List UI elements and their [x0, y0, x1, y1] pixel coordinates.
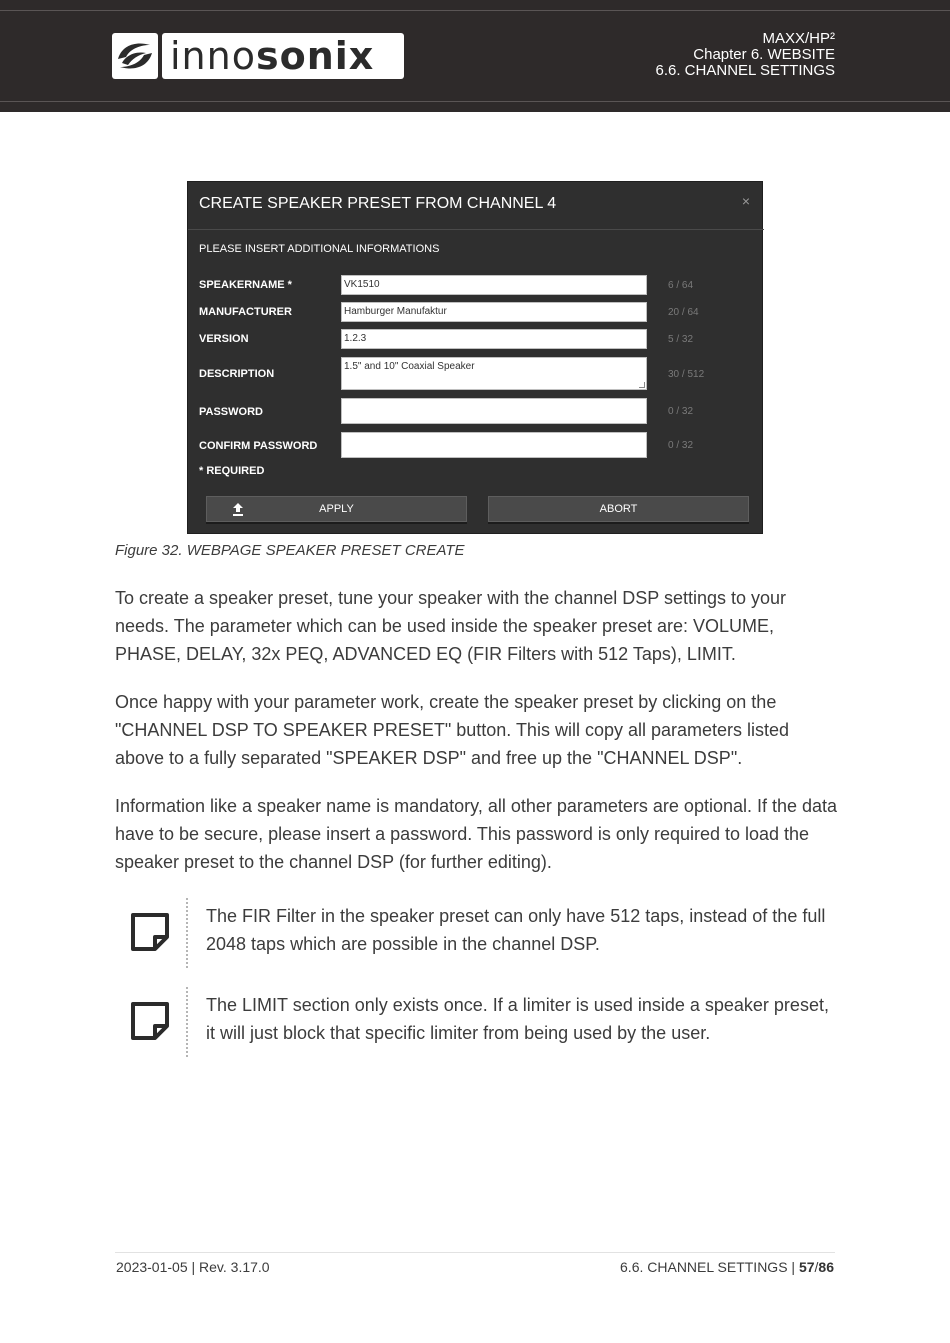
manufacturer-label: MANUFACTURER	[199, 306, 292, 318]
upload-icon	[231, 502, 245, 516]
note-icon	[128, 999, 172, 1043]
confirm-password-input[interactable]	[341, 432, 647, 458]
note-block-1	[115, 898, 840, 968]
description-value: 1.5" and 10" Coaxial Speaker	[344, 361, 475, 372]
footer-page-separator: /	[814, 1259, 819, 1275]
description-label: DESCRIPTION	[199, 368, 275, 380]
description-count: 30 / 512	[668, 369, 705, 380]
header-section: 6.6. CHANNEL SETTINGS	[655, 62, 835, 79]
speakername-input[interactable]: VK1510	[341, 275, 647, 295]
speakername-count: 6 / 64	[668, 280, 694, 291]
dialog-divider	[188, 229, 764, 230]
footer-page-number: 57	[798, 1259, 815, 1275]
apply-button[interactable]	[206, 496, 467, 522]
note-icon	[128, 910, 172, 954]
logo-mark-icon	[112, 33, 158, 79]
manufacturer-count: 20 / 64	[668, 307, 699, 318]
manufacturer-input[interactable]: Hamburger Manufaktur	[341, 302, 647, 322]
logo-wordmark	[162, 33, 404, 79]
logo-text-bold: sonix	[255, 34, 375, 78]
speakername-label: SPEAKERNAME *	[199, 279, 292, 291]
header-rule-bottom	[0, 101, 950, 102]
note-block-2	[115, 987, 840, 1057]
version-label: VERSION	[199, 333, 249, 345]
create-speaker-preset-dialog	[187, 181, 763, 534]
close-icon[interactable]: ×	[741, 193, 750, 209]
version-input[interactable]: 1.2.3	[341, 329, 647, 349]
paragraph-3: Information like a speaker name is mandatory, all other parameters are optional. If the data have to be secure, please insert a password. This password is only required to load the speaker preset to the channel DSP (for further editing).	[115, 796, 838, 872]
confirm-password-count: 0 / 32	[668, 440, 694, 451]
page-header	[0, 0, 950, 112]
password-count: 0 / 32	[668, 406, 694, 417]
paragraph-1: To create a speaker preset, tune your speaker with the channel DSP settings to your needs. The parameter which can be used inside the speaker preset are: VOLUME, PHASE, DELAY, 32x PEQ, ADVANCED EQ (FIR Filters with 512 Taps), LIMIT.	[115, 588, 787, 664]
header-chapter: Chapter 6. WEBSITE	[693, 46, 835, 63]
note-text-1: The FIR Filter in the speaker preset can only have 512 taps, instead of the full 2048 taps which are possible in the channel DSP.	[206, 906, 826, 954]
abort-label: ABORT	[599, 503, 638, 515]
paragraph-2: Once happy with your parameter work, create the speaker preset by clicking on the "CHANNEL DSP TO SPEAKER PRESET" button. This will copy all parameters listed above to a fully separated "SPEAKER DSP" and free up the "CHANNEL DSP".	[115, 692, 790, 768]
abort-button[interactable]	[488, 496, 749, 522]
footer-date-revision: 2023-01-05 | Rev. 3.17.0	[116, 1259, 270, 1275]
dialog-subtitle: PLEASE INSERT ADDITIONAL INFORMATIONS	[199, 243, 440, 255]
password-label: PASSWORD	[199, 406, 263, 418]
figure-caption: Figure 32. WEBPAGE SPEAKER PRESET CREATE	[115, 542, 465, 559]
description-textarea[interactable]	[341, 357, 647, 390]
innosonix-logo	[112, 33, 404, 79]
confirm-password-label: CONFIRM PASSWORD	[199, 440, 318, 452]
header-product: MAXX/HP²	[762, 30, 835, 47]
password-input[interactable]	[341, 398, 647, 424]
footer-page-info	[620, 1259, 834, 1275]
logo-text-light: inno	[170, 34, 256, 78]
version-count: 5 / 32	[668, 334, 694, 345]
apply-label: APPLY	[319, 503, 354, 515]
footer-section: 6.6. CHANNEL SETTINGS |	[620, 1259, 799, 1275]
note-text-2: The LIMIT section only exists once. If a limiter is used inside a speaker preset, it will just block that specific limiter from being used by the user.	[206, 995, 829, 1043]
footer-page-total: 86	[818, 1259, 834, 1275]
resize-handle-icon[interactable]	[639, 382, 645, 388]
footer-rule	[115, 1252, 835, 1253]
header-rule-top	[0, 10, 950, 11]
required-note: * REQUIRED	[199, 465, 265, 477]
dialog-title: CREATE SPEAKER PRESET FROM CHANNEL 4	[199, 195, 557, 212]
header-meta	[656, 31, 836, 79]
note-rule	[186, 898, 188, 968]
note-rule	[186, 987, 188, 1057]
